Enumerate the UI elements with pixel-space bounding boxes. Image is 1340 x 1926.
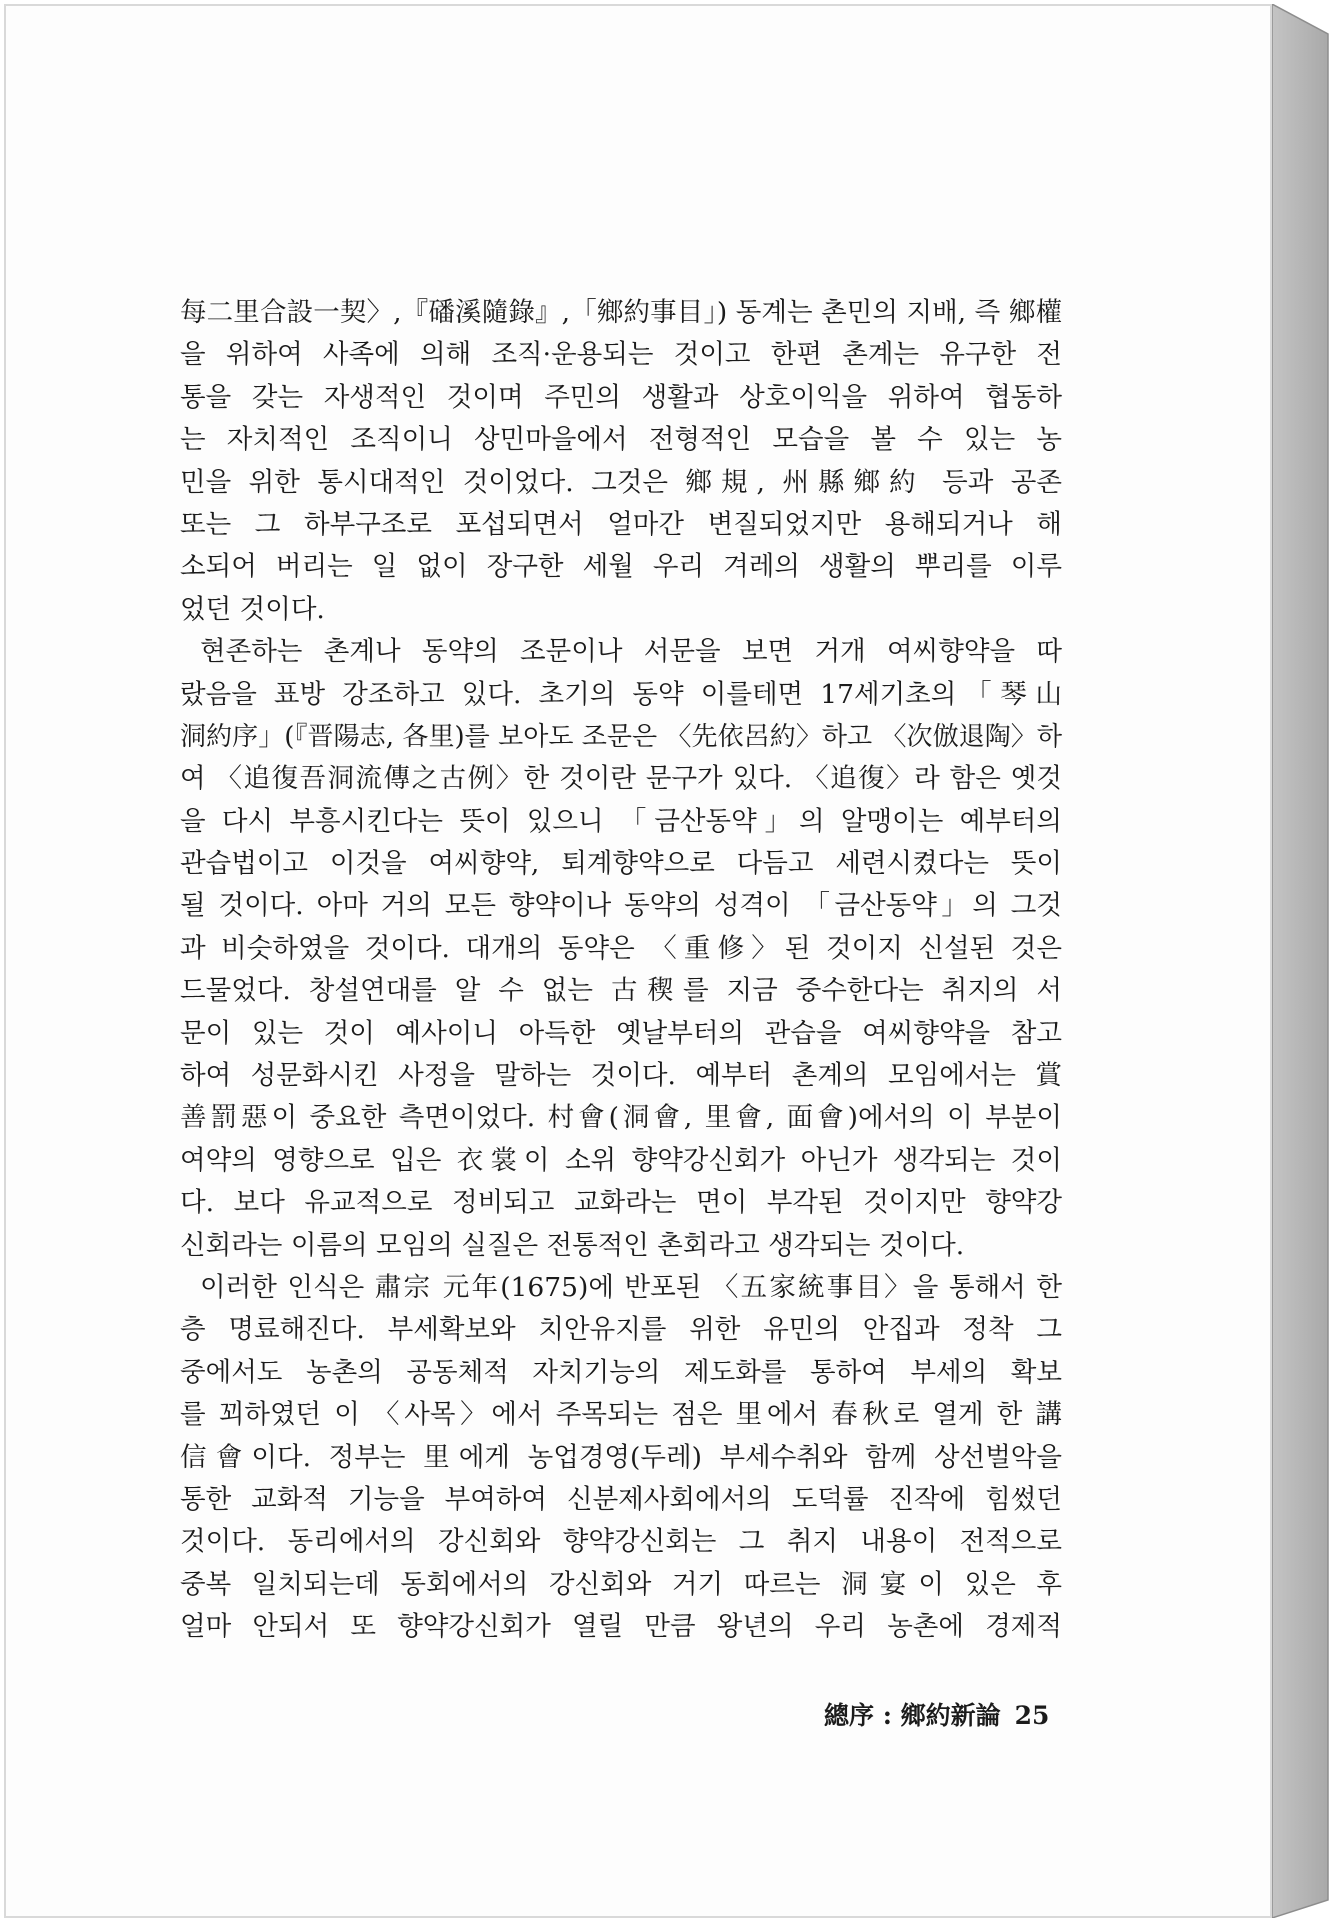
text-line: 여 〈追復吾洞流傳之古例〉한 것이란 문구가 있다. 〈追復〉라 함은 옛것: [180, 763, 1062, 795]
text-line: 층 명료해진다. 부세확보와 치안유지를 위한 유민의 안집과 정착 그: [180, 1314, 1062, 1346]
page-number: 25: [1014, 1701, 1050, 1730]
text-line: 관습법이고 이것을 여씨향약, 퇴계향약으로 다듬고 세련시켰다는 뜻이: [180, 848, 1062, 880]
text-line: 여약의 영향으로 입은 衣裳이 소위 향약강신회가 아닌가 생각되는 것이: [180, 1144, 1062, 1176]
text-line: 신회라는 이름의 모임의 실질은 전통적인 촌회라고 생각되는 것이다.: [180, 1229, 965, 1261]
text-line: 얼마 안되서 또 향약강신회가 열릴 만큼 왕년의 우리 농촌에 경제적: [180, 1611, 1062, 1643]
text-line: 또는 그 하부구조로 포섭되면서 얼마간 변질되었지만 용해되거나 해: [180, 508, 1062, 540]
text-line: 이러한 인식은 肅宗 元年(1675)에 반포된 〈五家統事目〉을 통해서 한: [200, 1271, 1062, 1303]
text-line: 문이 있는 것이 예사이니 아득한 옛날부터의 관습을 여씨향약을 참고: [180, 1017, 1062, 1049]
text-line: 중복 일치되는데 동회에서의 강신회와 거기 따르는 洞宴이 있은 후: [180, 1568, 1062, 1600]
text-line: 다. 보다 유교적으로 정비되고 교화라는 면이 부각된 것이지만 향약강: [180, 1187, 1062, 1219]
text-line: 는 자치적인 조직이니 상민마을에서 전형적인 모습을 볼 수 있는 농: [180, 424, 1062, 456]
text-line: 랐음을 표방 강조하고 있다. 초기의 동약 이를테면 17세기초의「琴山: [180, 678, 1062, 710]
text-line: 洞約序」(『晋陽志, 各里)를 보아도 조문은 〈先依呂約〉하고 〈次倣退陶〉하: [180, 721, 1062, 752]
body-text: [180, 292, 1062, 1649]
text-line: 소되어 버리는 일 없이 장구한 세월 우리 겨레의 생활의 뿌리를 이루: [180, 551, 1062, 583]
page-edge-shadow: [1272, 4, 1334, 1918]
page-footer: [824, 1696, 1054, 1736]
text-line: 드물었다. 창설연대를 알 수 없는 古稧를 지금 중수한다는 취지의 서: [180, 975, 1062, 1007]
text-line: 를 꾀하였던 이 〈사목〉에서 주목되는 점은 里에서 春秋로 열게 한 講: [180, 1399, 1062, 1431]
text-line: 信會이다. 정부는 里에게 농업경영(두레) 부세수취와 함께 상선벌악을: [180, 1441, 1062, 1473]
text-line: 善罰惡이 중요한 측면이었다. 村會(洞會, 里會, 面會)에서의 이 부분이: [180, 1102, 1062, 1134]
text-line: 것이다. 동리에서의 강신회와 향약강신회는 그 취지 내용이 전적으로: [180, 1526, 1062, 1558]
page-sheet: [4, 4, 1272, 1918]
text-line: 每二里合設一契〉,『磻溪隨錄』,「鄉約事目」) 동계는 촌민의 지배, 즉 鄉權: [180, 297, 1062, 328]
text-line: 통을 갖는 자생적인 것이며 주민의 생활과 상호이익을 위하여 협동하: [180, 381, 1062, 413]
running-title: 總序 : 鄉約新論: [824, 1701, 1001, 1730]
text-line: 통한 교화적 기능을 부여하여 신분제사회에서의 도덕률 진작에 힘썼던: [180, 1483, 1062, 1515]
text-line: 민을 위한 통시대적인 것이었다. 그것은 鄉規, 州縣鄉約 등과 공존: [180, 466, 1062, 498]
text-line: 중에서도 농촌의 공동체적 자치기능의 제도화를 통하여 부세의 확보: [180, 1356, 1062, 1388]
text-line: 과 비슷하였을 것이다. 대개의 동약은 〈重修〉된 것이지 신설된 것은: [180, 932, 1062, 964]
text-line: 었던 것이다.: [180, 593, 325, 625]
text-line: 을 위하여 사족에 의해 조직·운용되는 것이고 한편 촌계는 유구한 전: [180, 339, 1062, 371]
text-line: 현존하는 촌계나 동약의 조문이나 서문을 보면 거개 여씨향약을 따: [200, 636, 1062, 668]
text-line: 을 다시 부흥시킨다는 뜻이 있으니 「금산동약」의 알맹이는 예부터의: [180, 805, 1062, 837]
text-line: 하여 성문화시킨 사정을 말하는 것이다. 예부터 촌계의 모임에서는 賞: [180, 1060, 1062, 1092]
text-line: 될 것이다. 아마 거의 모든 향약이나 동약의 성격이 「금산동약」의 그것: [180, 890, 1062, 922]
